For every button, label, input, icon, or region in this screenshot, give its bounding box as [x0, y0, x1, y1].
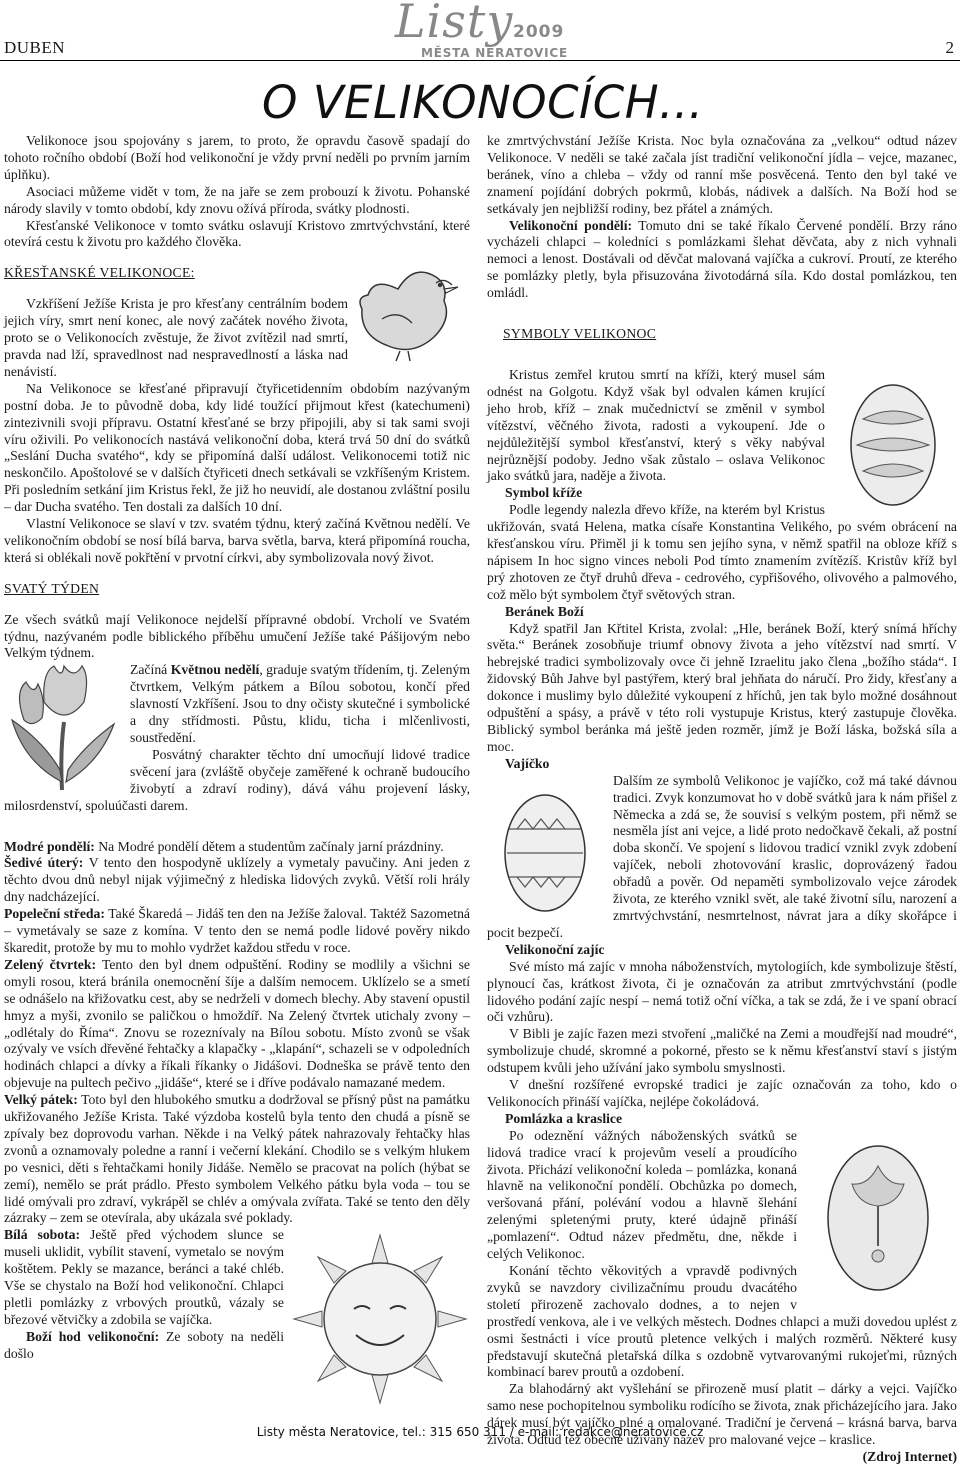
day-grey-tuesday: Šedivé úterý: V tento den hospodyně uklízely a vymetaly pavučiny. Ani jeden z těchto dvou dnů nebyl nijak výjimečný z hlediska lidových zvyků. Větší roli hrály dny nadcházející. — [4, 855, 470, 905]
heading-whip: Pomlázka a kraslice — [505, 1110, 623, 1126]
week-para-2: Začíná Květnou nedělí, graduje svatým třídením, tj. Zeleným čtvrtkem, Velkým pátkem a Bílou sobotou, končí před slavností Vzkříšení. Jsou to dny očisty skutečné i symbolické a dny střídmosti. Půstu, klidu, ticha i mlčenlivosti, soustředění. — [130, 662, 470, 745]
footer: Listy města Neratovice, tel.: 315 650 311 / e-mail: redakce@neratovice.cz — [256, 1425, 704, 1439]
day-green-thursday: Zelený čtvrtek: Tento den byl dnem odpuštění. Rodiny se modlily a všichni se omyli rosou, která bránila onemocnění šíje a dalším nemocem. Uklízelo se a smetí se odnášelo na křižovatku cest, aby se nedrželi v domech blechy. Aby stavení opustil hmyz a myši, zvonilo se paličkou o hmoždíř. Na Zelený čtvrtek utichaly zvony – „odlétaly do Říma“. Znovu se rozeznívaly na Bílou sobotu. Místo zvonů se však ozývaly ve vsích dřevěné řehtačky a klapačky - „klapání“, schazeli se v odpoledních hodinách chlapci a dívky a říkali říkanky o Jidášovi. Dodneška se právě tento den objevuje na pultech pečivo „jidáše“, které se i dříve podávalo namazané medem. — [4, 956, 470, 1091]
week-para-3: Posvátný charakter těchto dní umocňují lidové tradice svěcení jara (zvláště obyčeje zaměřené k ochraně budoucího živobytí a zdraví rodiny), dává váhu projevení lásky, milosrdenství, spoluúčasti darem. — [4, 746, 470, 813]
symbols-hare-para-2: V Bibli je zajíc řazen mezi stvoření „maličké na Zemi a moudřejší nad moudré“, symbolizuje chudé, skromné a pokorné, přesto se k němu křesťanství staví s jistým odstupem kvůli jeho užívání jako symbolu smyslnosti. — [487, 1026, 957, 1076]
source-note: (Zdroj Internet) — [862, 1448, 957, 1464]
egg-illustration-1 — [833, 359, 953, 519]
heading-egg: Vajíčko — [505, 755, 550, 771]
right-column — [487, 133, 957, 1466]
symbols-whip-para-1: Po odeznění vážných náboženských svátků se lidová tradice vrací k projevům veselí a proudícího života. Přichází velikonoční koleda – pomlázka, konaná hlavně na velikonoční pondělí. Obchůzka po domech, veršovaná přání, polévání vodou a hlavně šlehání zelenými spletenými pruty, které údajně přináší „pomlazení“. Odtud název předmětu, dne, někde i celých Velikonoc. — [487, 1127, 797, 1262]
palm-sunday: Květnou nedělí — [170, 662, 260, 678]
masthead-town: MĚSTA NERATOVICE — [421, 46, 568, 60]
symbols-whip-para-2: Konání těchto věkovitých a vpravdě podivných zvyků se navzdory civilizačnímu proudu dvacátého století přirozeně zachovalo dodnes, a to nejen v prostředí venkova, ale i ve velkých městech. Dodnes chlapci a muži dovedou uplést z osmi šestnácti i více proutů pletence velkých i malých rozměrů. Některé kusy představují skutečná pletařská dílka s ozdobně vytvarovanými rukojeťmi, různých kombinací barev proutů a ozdobení. — [487, 1263, 957, 1380]
christian-para-2: Na Velikonoce se křesťané připravují čtyřicetidenním obdobím nazývaným postní doba. Je to původně doba, kdy lidé toužící přijmout křest (katechumeni) zintezivnili svoji přípravu. Ostatní křesťané se brzy připojili, aby si tak sami svoji víru oživili. Po velikonocích nastává velikonoční doba, která trvá 50 dní do svátků „Seslání Ducha svatého“, kdy se připomíná další událost. Velikonocemi totiž nic neskončilo. Apoštolové se v dalších čtyřiceti dnech setkávali se vzkříšeným Kristem. Při posledním setkání jim Kristus řekl, že již ho neuvidí, ale dostanou zvláštní posilu – dar Ducha svatého. Ten dostali za dalších 10 dní. — [4, 380, 470, 515]
symbols-whip-para-3: Za blahodárný akt vyšlehání se přirozeně musí platit – dárky a vejci. Vajíčko samo nese pochopitelnou symboliku rodícího se života, znak přicházejícího jara. Jako dárek musí být vajíčko plné a omalované. Tradiční je červená – krásná barva, barva života. Odtud též obecně užívaný název pro malované vejce – kraslice. — [487, 1381, 957, 1448]
heading-cross: Symbol kříže — [505, 485, 583, 501]
heading-lamb: Beránek Boží — [505, 603, 584, 619]
header-month: DUBEN — [4, 38, 66, 57]
day-good-friday: Velký pátek: Toto byl den hlubokého smutku a dodržoval se přísný půst na památku ukřižovaného Ježíše Krista. Také výzdoba kostelů byla tento den chudá a písně se zpívaly bez doprovodu varhan. Někde i na Velký pátek nahrazovaly řehtačky hlas zvonů a oznamovaly poledne a ranní i večerní klekání. Chodilo se s velkým hlukem po vesnici, děti s řehtačkami honily Jidáše. Nemělo se pracovat na polích (hýbat se zemí), nemělo se prát prádlo. Přesto symbolem Velkého pátku byla voda – tou se lidé omývali pro zdraví, vykrápěl se chlév a omývala zvířata. Také se tento den děly zázraky – zem se otevírala, aby ukázala své poklady. — [4, 1092, 470, 1226]
masthead-year: 2009 — [513, 22, 565, 42]
intro-3: Křesťanské Velikonoce v tomto svátku oslavují Kristovo zmrtvýchvstání, které otevírá cestu k životu pro každého člověka. — [4, 217, 470, 250]
day-blue-monday: Modré pondělí: Na Modré pondělí dětem a studentům začínaly jarní prázdniny. — [4, 838, 444, 854]
symbols-lamb-para: Když spatřil Jan Křtitel Krista, zvolal: „Hle, beránek Boží, který snímá hříchy světa.“ Beránek zosobňuje triumf obnovy života a jeho vítězství nad smrtí. V hebrejské tradici symbolizovaly ovce či jehně Izraelitu jako člena „božího stáda“. I židovský Bůh Jahve byl pastýřem, který bral jehňata do náručí. Pro židy, křesťany a dokonce i muslimy bylo důležité vykoupení z hříchů, jen tak bylo možné dosáhnout odpuštění a spásy, a právě v této roli vystupuje Kristus, který zastupuje člověka. Biblický symbol beránka má ještě jeden rozměr, jímž je Boží láska, božská síla a moc. — [487, 620, 957, 754]
symbols-cross-para: Podle legendy nalezla dřevo kříže, na kterém byl Kristus ukřižován, svatá Helena, matka císaře Konstantina Velikého, po svém obrácení na křesťanskou víru. Přiměl ji k tomu sen jejího syna, v němž spatřil na obloze kříž s nápisem In hoc signo vinces neboli Pod tímto znamením zvítězíš. Kristův kříž byl prý zhotoven ze čtyř druhů dřeva - cedrového, cypřišového, olivového a palmového, což mělo být symbolem čtyř světových stran. — [487, 502, 957, 602]
symbols-egg-para: Dalším ze symbolů Velikonoc je vajíčko, což má také dávnou tradici. Zvyk konzumovat ho v době svátků jara k nám přišel z Německa a zdá se, že souvisí s velkým postem, při němž se nesměla jíst ani vejce, a lidé proto nedočkavě čekali, až postní doba skončí. Ve spojení s lidovou tradicí vznikl zvyk zdobení vajíček, neboli zhotovování kraslic, doprovázený řadou obřadů a pověr. Od nepaměti symbolizovalo vejce zárodek života, ze kterého vznikl svět, ale také životní sílu, narození a zmrtvýchvstání, nesmrtelnost, návrat jara a díky skořápce i pocit bezpečí. — [487, 772, 957, 940]
intro-1: Velikonoce jsou spojovány s jarem, to proto, že opravdu časově spadají do tohoto ročního období (Boží hod velikonoční je vždy první neděli po prvním jarním úplňku). — [4, 133, 470, 182]
sun-illustration — [290, 1231, 470, 1407]
heading-christian-easter: KŘESŤANSKÉ VELIKONOCE: — [4, 265, 195, 281]
day-ash-wednesday: Popeleční středa: Také Škaredá – Jidáš ten den na Ježíše žaloval. Taktéž Sazometná – vymetávaly se saze z komína. V tento den se nemá podle lidové pověry nikdo škaredit, protože by mu to mohlo vydržet každou středu v roce. — [4, 906, 470, 955]
christian-para-1: Vzkříšení Ježíše Krista je pro křesťany centrálním bodem jejich víry, smrt není konec, ale nový začátek nového života, proto se o Velikonocích zvěstuje, že život zvítězil nad smrtí, pravda nad lží, spravedlnost nad nespravedlností a láska nad nenávistí. — [4, 296, 348, 379]
week-para-1-intro — [4, 612, 470, 663]
heading-symbols: SYMBOLY VELIKONOC — [503, 326, 657, 342]
day-holy-saturday: Bílá sobota: Ještě před východem slunce se museli uklidit, vybílit stavení, vymetalo se novým koštětem. Pekly se mazance, beránci a také chléb. Vše se chystalo na Boží hod velikonoční. Chlapci pletli pomlázky z vrbových proutků, vázaly se březové větvičky a zdobila se vajíčka. — [4, 1227, 285, 1327]
christian-para-3: Vlastní Velikonoce se slaví v tzv. svatém týdnu, který začíná Květnou nedělí. Ve velikonočním období se nosí bílá barva, barva světla, barva, která připomíná roucha, která si oblékali nově pokřtění v prvotní církvi, aby symbolizovala nový život. — [4, 516, 470, 565]
article-title: O VELIKONOCÍCH... — [262, 76, 704, 129]
egg-illustration-3 — [803, 1130, 953, 1298]
masthead-script: Listy — [395, 0, 514, 48]
heading-hare: Velikonoční zajíc — [505, 941, 605, 957]
symbols-hare-para-1: Své místo má zajíc v mnoha náboženstvích, mytologiích, kde symbolizuje štěstí, plynoucí čas, krátkost života, či je označován za atribut zmrtvýchvstání (podle lidového podání zajíc nespí – nemá totiž oční víčka, a tak se zdá, že i ve spaní obrací oči vzhůru). — [487, 958, 957, 1025]
symbols-para-1: Kristus zemřel krutou smrtí na kříži, který musel sám odnést na Golgotu. Když však byl odvalen kámen krující jeho hrob, kříž – znak mučednictví se změnil v symbol vítězství, věčného života, radosti a vykoupení. Jde o nejdůležitější symbol křesťanství, který s věky nabýval nejrůznější podoby. Jedno však zůstalo – oslava Velikonoc jako svátků jara, naděje a života. — [487, 366, 825, 484]
page-number: 2 — [945, 38, 954, 57]
masthead — [395, 0, 575, 62]
heading-holy-week: SVATÝ TÝDEN — [4, 580, 100, 596]
header-rule — [0, 60, 960, 61]
week-para-1: Ze všech svátků mají Velikonoce nejdelší přípravné období. Vrcholí ve Svatém týdnu, nazývaném podle biblického příběhu umučení Ježíše také Pášijovým nebo Velkým týdnem. — [4, 611, 470, 661]
day-easter-sunday: Boží hod velikonoční: Ze soboty na neděli došlo — [4, 1328, 284, 1361]
chick-illustration — [352, 259, 470, 363]
easter-sunday-cont: ke zmrtvýchvstání Ježíše Krista. Noc byla označována za „velkou“ odtud název Velikonoce. V neděli se také začala jíst tradiční velikonoční jídla – vejce, mazanec, beránek, víno a chleba – vždy od ranní mše posvěcená. Tento den byl také ve znamení pojídání dobrých pokrmů, klobás, nádivek a dalších. Na Boží hod se setkávaly jen nejbližší rodiny, bez přátel a známých. — [487, 133, 957, 216]
left-column — [4, 133, 470, 1407]
intro-2: Asociaci můžeme vidět v tom, že na jaře se zem probouzí k životu. Pohanské národy slavily v tomto období, kdy znovu ožívá příroda, svátky plodnosti. — [4, 183, 470, 216]
symbols-hare-para-3: V dnešní rozšířené evropské tradici je zajíc označován za toho, kdo o Velikonocích přináší vajíčka, nejlépe čokoládová. — [487, 1077, 957, 1109]
egg-illustration-2 — [487, 773, 605, 923]
tulip-illustration — [4, 662, 122, 792]
easter-monday: Velikonoční pondělí: Tomuto dni se také říkalo Červené pondělí. Brzy ráno vycházeli chlapci – koledníci s pomlázkami šlehat děvčata, aby z nich vyhnali nemoci a lenost. Dostávali od děvčat malovaná vajíčka a cukroví. Proutí, ze kterého se pomlázky pletly, byla přisuzována životodárná síla. Kdo dostal pomlázkou, ten omládl. — [487, 217, 957, 301]
